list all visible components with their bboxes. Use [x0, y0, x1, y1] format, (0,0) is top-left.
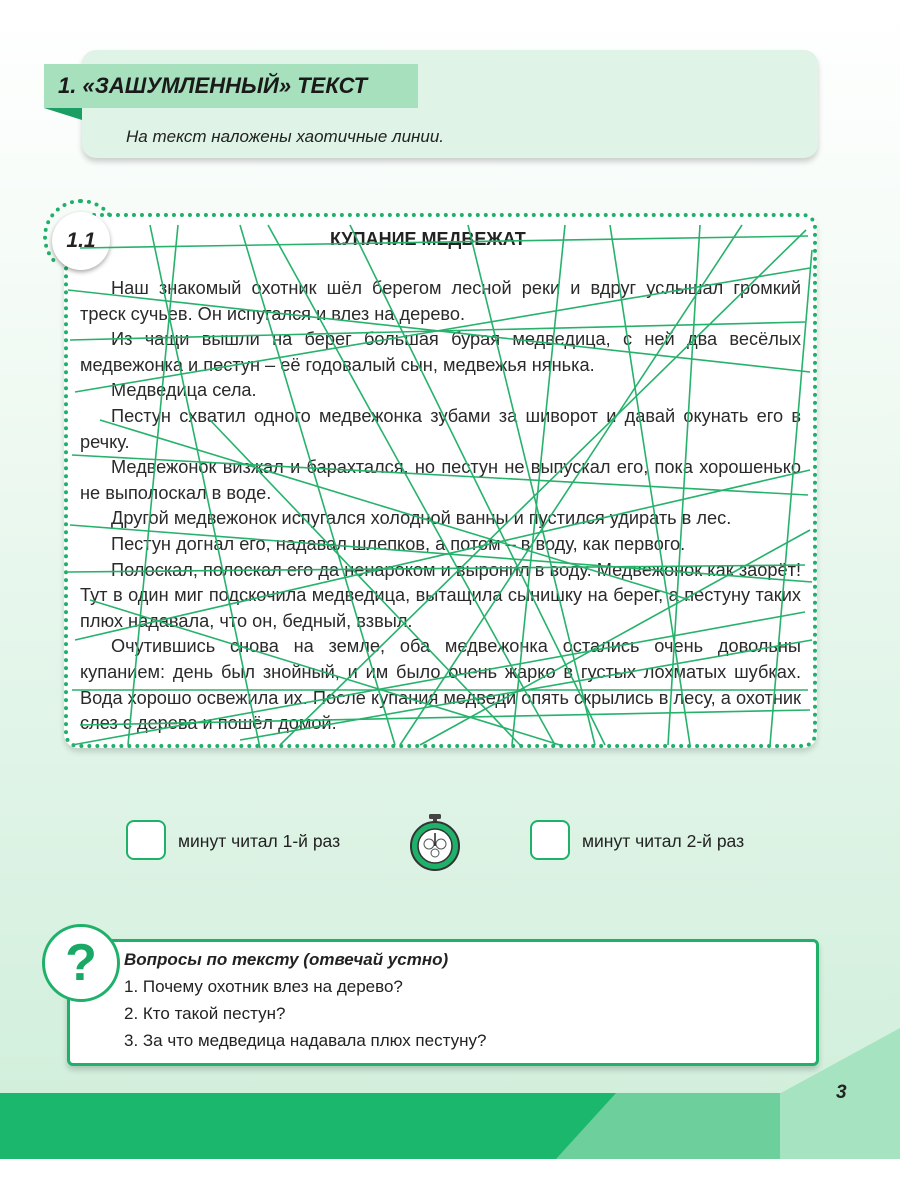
question-item: 2. Кто такой пестун? — [124, 1004, 286, 1023]
story-paragraph: Полоскал, полоскал его да ненароком и выронил в воду. Медвежонок как заорёт! Тут в один миг подскочила медведица, вытащила сынишку на берег, а пестуну таких плюх надавала, что он, бедный, взвыл. — [80, 559, 801, 631]
question-item: 1. Почему охотник влез на дерево? — [124, 977, 403, 996]
question-item: 3. За что медведица надавала плюх пестуну? — [124, 1031, 487, 1050]
story-paragraph: Из чащи вышли на берег большая бурая медведица, с ней два весёлых медвежонка и пестун – её годовалый сын, медвежья нянька. — [80, 329, 801, 375]
story-title: КУПАНИЕ МЕДВЕЖАТ — [330, 229, 526, 249]
first-reading-label: минут читал 1-й раз — [178, 831, 341, 851]
section-subtitle: На текст наложены хаотичные линии. — [126, 127, 445, 146]
story-paragraph: Пестун догнал его, надавал шлепков, а потом – в воду, как первого. — [111, 533, 686, 554]
questions-title: Вопросы по тексту (отвечай устно) — [124, 950, 449, 969]
question-mark-icon: ? — [42, 924, 120, 1002]
second-reading-minutes-box[interactable] — [530, 820, 570, 860]
story-paragraph: Медведица села. — [111, 380, 257, 401]
story-text — [80, 276, 801, 737]
exercise-number-badge: 1.1 — [52, 212, 110, 270]
title-band-fold — [44, 108, 82, 120]
stopwatch-icon — [407, 813, 463, 871]
story-paragraph: Пестун схватил одного медвежонка зубами за шиворот и давай окунать его в речку. — [80, 405, 801, 452]
story-paragraph: Медвежонок визжал и барахтался, но пестун не выпускал его, пока хорошенько не выполоскал в воде. — [80, 457, 801, 503]
first-reading-minutes-box[interactable] — [126, 820, 166, 860]
section-title: 1. «ЗАШУМЛЕННЫЙ» ТЕКСТ — [44, 64, 418, 108]
story-paragraph: Наш знакомый охотник шёл берегом лесной реки и вдруг услышал громкий треск сучьев. Он испугался и влез на дерево. — [80, 278, 801, 324]
story-paragraph: Очутившись снова на земле, оба медвежонка остались очень довольны купанием: день был знойный, и им было очень жарко в густых лохматых шубках. Вода хорошо освежила их. После купания медведи опять скрылись в лесу, а охотник слез с дерева и пошёл домой. — [80, 636, 801, 734]
page-number: 3 — [836, 1082, 847, 1103]
second-reading-label: минут читал 2-й раз — [582, 831, 745, 851]
story-paragraph: Другой медвежонок испугался холодной ванны и пустился удирать в лес. — [111, 508, 732, 529]
